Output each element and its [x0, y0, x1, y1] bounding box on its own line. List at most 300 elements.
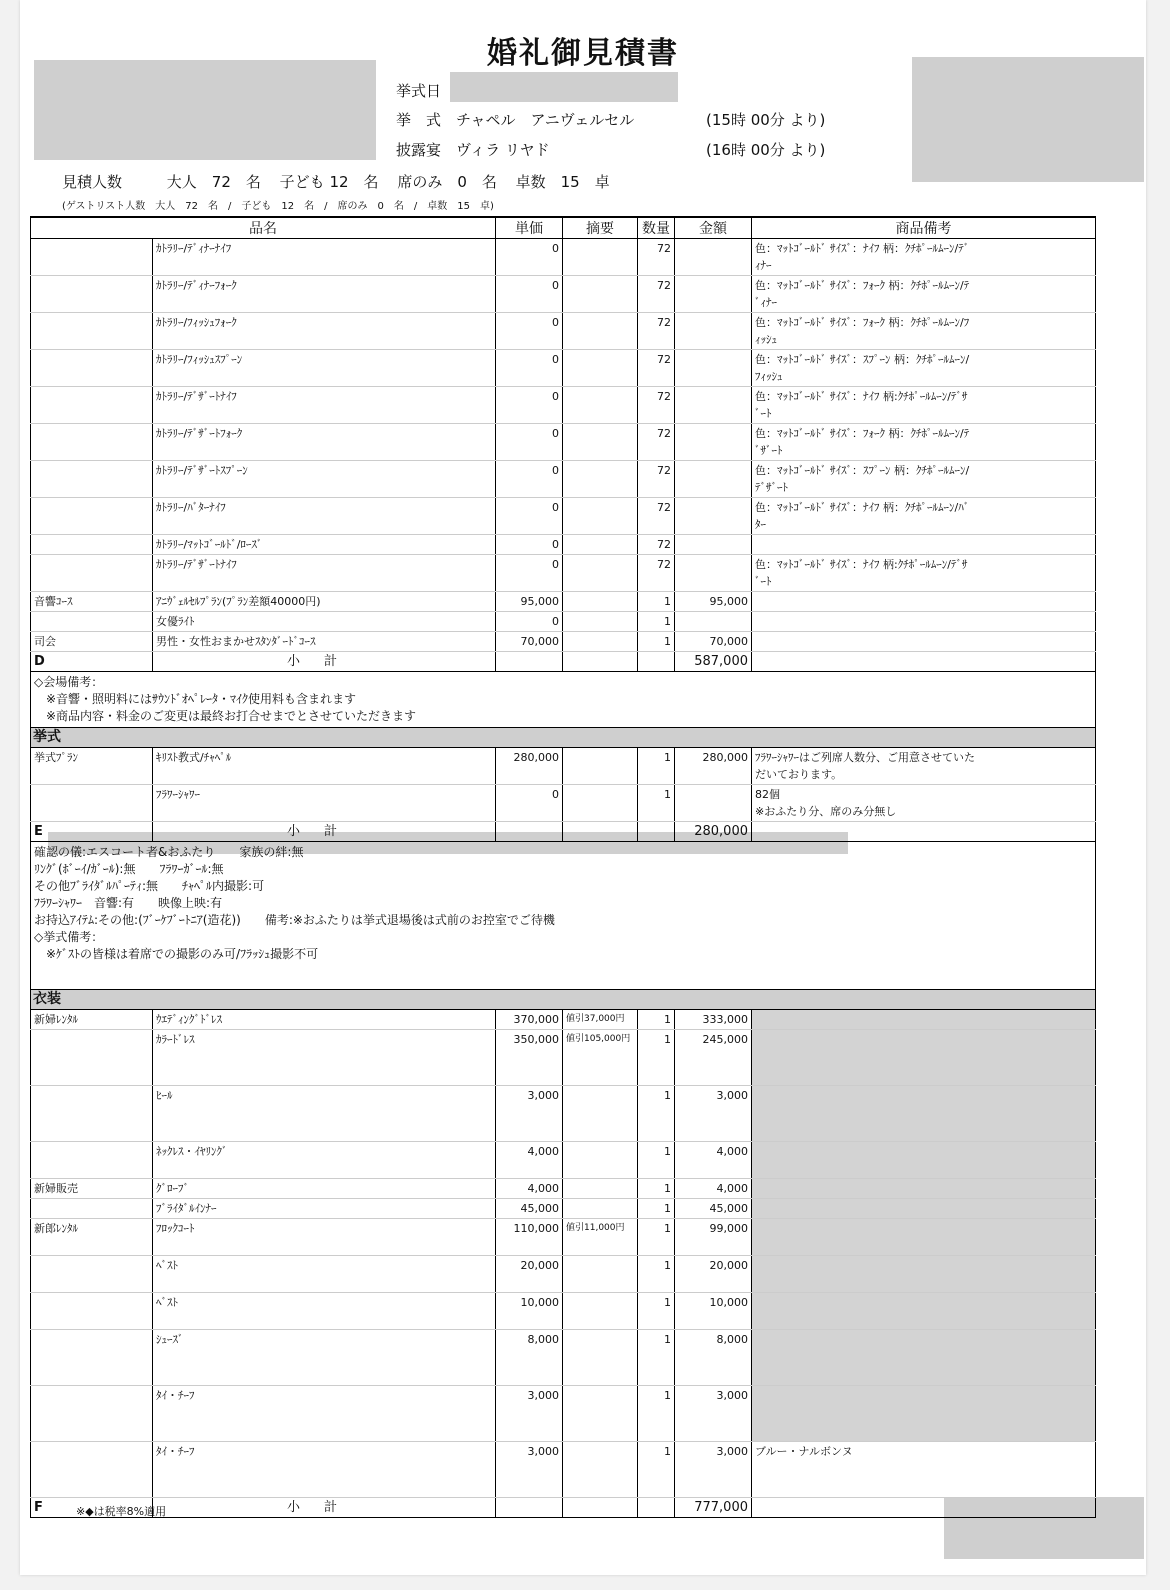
row-unit-price: 10,000: [496, 1293, 563, 1330]
row-amount: 3,000: [675, 1442, 752, 1498]
row-qty: 1: [638, 1179, 675, 1199]
subtotal-amount: 587,000: [675, 652, 752, 672]
row-qty: 1: [638, 1442, 675, 1498]
row-item-name: 男性・女性おまかせｽﾀﾝﾀﾞｰﾄﾞｺｰｽ: [153, 632, 496, 652]
table-row: [31, 461, 1096, 498]
row-remarks: [752, 785, 1096, 822]
row-qty: 72: [638, 535, 675, 555]
remarks-line: ブルー・ナルボンヌ: [755, 1445, 853, 1458]
row-discount: [563, 239, 638, 276]
document-title: 婚礼御見積書: [487, 36, 679, 71]
row-remarks: [752, 1293, 1096, 1330]
row-remarks: [752, 498, 1096, 535]
row-remarks: [752, 592, 1096, 612]
remarks-line: 色：ﾏｯﾄｺﾞｰﾙﾄﾞ ｻｲｽﾞ：ﾅｲﾌ 柄:ｸﾁﾎﾟｰﾙﾑｰﾝ/ﾃﾞｻ: [755, 558, 968, 571]
row-remarks: [752, 313, 1096, 350]
row-qty: 1: [638, 1219, 675, 1256]
remarks-line: 色：ﾏｯﾄｺﾞｰﾙﾄﾞ ｻｲｽﾞ：ﾌｫｰｸ 柄：ｸﾁﾎﾟｰﾙﾑｰﾝ/ﾃ: [755, 427, 970, 440]
row-qty: 1: [638, 1086, 675, 1142]
redacted-block: [912, 57, 1144, 182]
remarks-line: ※おふたり分、席のみ分無し: [755, 805, 897, 818]
note-line: ﾘﾝｸﾞ(ﾎﾞｰｲ/ｶﾞｰﾙ):無 ﾌﾗﾜｰｶﾞｰﾙ:無: [34, 862, 224, 876]
row-item-name: ﾌﾞﾗｲﾀﾞﾙｲﾝﾅｰ: [153, 1199, 496, 1219]
table-row: [31, 785, 1096, 822]
row-remarks: [752, 239, 1096, 276]
count-adult: 大人 72 名: [166, 173, 261, 191]
row-amount: 8,000: [675, 1330, 752, 1386]
row-category: 司会: [31, 632, 153, 652]
row-unit-price: 370,000: [496, 1010, 563, 1030]
row-item-name: ｶﾗｰﾄﾞﾚｽ: [153, 1030, 496, 1086]
subtotal-code: D: [31, 652, 153, 672]
row-unit-price: 0: [496, 350, 563, 387]
table-row: [31, 239, 1096, 276]
row-qty: 1: [638, 1030, 675, 1086]
row-unit-price: 280,000: [496, 748, 563, 785]
subtotal-empty: [563, 652, 638, 672]
remarks-line: 色：ﾏｯﾄｺﾞｰﾙﾄﾞ ｻｲｽﾞ：ﾅｲﾌ 柄：ｸﾁﾎﾟｰﾙﾑｰﾝ/ﾃﾞ: [755, 242, 970, 255]
row-discount: [563, 592, 638, 612]
subtotal-amount: 280,000: [675, 822, 752, 842]
row-amount: 4,000: [675, 1179, 752, 1199]
row-amount: 10,000: [675, 1293, 752, 1330]
row-discount: [563, 1330, 638, 1386]
table-row: [31, 1179, 1096, 1199]
row-qty: 1: [638, 592, 675, 612]
table-row: [31, 1086, 1096, 1142]
row-discount: [563, 612, 638, 632]
row-qty: 72: [638, 498, 675, 535]
row-amount: 333,000: [675, 1010, 752, 1030]
row-category: [31, 239, 153, 276]
row-item-name: ｶﾄﾗﾘｰ/ﾃﾞｻﾞｰﾄﾅｲﾌ: [153, 387, 496, 424]
table-row: [31, 1256, 1096, 1293]
table-row: [31, 498, 1096, 535]
row-remarks: [752, 748, 1096, 785]
subtotal-amount: 777,000: [675, 1498, 752, 1518]
row-category: [31, 1386, 153, 1442]
row-unit-price: 0: [496, 785, 563, 822]
row-amount: 95,000: [675, 592, 752, 612]
subtotal-empty: [563, 1498, 638, 1518]
row-qty: 72: [638, 239, 675, 276]
note-line: ※音響・照明料にはｻｳﾝﾄﾞｵﾍﾟﾚｰﾀ・ﾏｲｸ使用料も含まれます: [34, 692, 357, 706]
guest-count-summary: [62, 171, 624, 192]
row-qty: 72: [638, 276, 675, 313]
table-row: [31, 276, 1096, 313]
row-discount: [563, 1386, 638, 1442]
row-item-name: ｼｭｰｽﾞ: [153, 1330, 496, 1386]
remarks-line: ﾃﾞｻﾞｰﾄ: [755, 481, 788, 494]
count-tables: 卓数 15 卓: [515, 173, 610, 191]
notes-row: [31, 672, 1096, 728]
row-amount: [675, 555, 752, 592]
note-line: ◇挙式備考：: [34, 930, 104, 944]
row-category: 音響ｺｰｽ: [31, 592, 153, 612]
subtotal-label: 小計: [153, 822, 496, 842]
row-unit-price: 3,000: [496, 1386, 563, 1442]
ceremony-label: 挙 式: [396, 111, 442, 129]
row-item-name: ｶﾄﾗﾘｰ/ﾃﾞｨﾅｰﾅｲﾌ: [153, 239, 496, 276]
remarks-line: 色：ﾏｯﾄｺﾞｰﾙﾄﾞ ｻｲｽﾞ：ｽﾌﾟｰﾝ 柄：ｸﾁﾎﾟｰﾙﾑｰﾝ/: [755, 464, 970, 477]
row-qty: 1: [638, 612, 675, 632]
row-item-name: 女優ﾗｲﾄ: [153, 612, 496, 632]
row-qty: 1: [638, 1010, 675, 1030]
table-row: [31, 632, 1096, 652]
table-row: [31, 535, 1096, 555]
table-header-row: [31, 217, 1096, 239]
note-line: お持込ｱｲﾃﾑ:その他:(ﾌﾞｰｹﾌﾞｰﾄﾆｱ(造花)) 備考:※おふたりは挙式退場後は式前のお控室でご待機: [34, 913, 555, 927]
subtotal-code: F: [31, 1498, 153, 1518]
row-discount: [563, 461, 638, 498]
row-amount: 20,000: [675, 1256, 752, 1293]
row-qty: 72: [638, 313, 675, 350]
remarks-line: 色：ﾏｯﾄｺﾞｰﾙﾄﾞ ｻｲｽﾞ：ﾌｫｰｸ 柄：ｸﾁﾎﾟｰﾙﾑｰﾝ/ﾃ: [755, 279, 970, 292]
row-remarks: [752, 1442, 1096, 1498]
table-row: [31, 387, 1096, 424]
row-category: [31, 1030, 153, 1086]
tax-footnote: ※◆は税率8%適用: [76, 1505, 167, 1518]
row-item-name: ﾀｲ・ﾁｰﾌ: [153, 1442, 496, 1498]
row-qty: 72: [638, 387, 675, 424]
row-unit-price: 110,000: [496, 1219, 563, 1256]
col-remarks: 商品備考: [752, 217, 1096, 239]
notes-row: [31, 842, 1096, 990]
row-item-name: ｶﾄﾗﾘｰ/ﾃﾞｻﾞｰﾄﾌｫｰｸ: [153, 424, 496, 461]
row-amount: [675, 785, 752, 822]
notes-cell: [31, 842, 1096, 990]
subtotal-empty: [563, 822, 638, 842]
row-amount: [675, 276, 752, 313]
remarks-line: 82個: [755, 788, 780, 801]
row-amount: 3,000: [675, 1086, 752, 1142]
row-unit-price: 4,000: [496, 1179, 563, 1199]
subtotal-empty: [496, 652, 563, 672]
row-amount: 3,000: [675, 1386, 752, 1442]
row-item-name: ｶﾄﾗﾘｰ/ﾊﾞﾀｰﾅｲﾌ: [153, 498, 496, 535]
row-unit-price: 0: [496, 239, 563, 276]
table-row: [31, 612, 1096, 632]
redacted-block: [34, 60, 376, 160]
row-item-name: ｶﾄﾗﾘｰ/ﾃﾞｻﾞｰﾄﾅｲﾌ: [153, 555, 496, 592]
row-remarks: [752, 612, 1096, 632]
row-qty: 1: [638, 1256, 675, 1293]
remarks-line: ﾞｨﾅｰ: [755, 296, 777, 309]
note-line: ※商品内容・料金のご変更は最終お打合せまでとさせていただきます: [34, 709, 417, 723]
row-item-name: ｷﾘｽﾄ教式/ﾁｬﾍﾟﾙ: [153, 748, 496, 785]
row-unit-price: 0: [496, 535, 563, 555]
row-unit-price: 0: [496, 555, 563, 592]
table-row: [31, 1386, 1096, 1442]
row-remarks: [752, 276, 1096, 313]
col-amount: 金額: [675, 217, 752, 239]
row-category: [31, 1142, 153, 1179]
row-category: [31, 1256, 153, 1293]
row-qty: 72: [638, 555, 675, 592]
row-category: 新郎ﾚﾝﾀﾙ: [31, 1219, 153, 1256]
row-remarks: [752, 424, 1096, 461]
row-remarks: [752, 535, 1096, 555]
row-item-name: ｶﾄﾗﾘｰ/ﾃﾞｻﾞｰﾄｽﾌﾟｰﾝ: [153, 461, 496, 498]
row-remarks: [752, 1199, 1096, 1219]
row-amount: 245,000: [675, 1030, 752, 1086]
section-title: 衣装: [31, 990, 1096, 1010]
row-remarks: [752, 1386, 1096, 1442]
row-discount: 値引105,000円: [563, 1030, 638, 1086]
subtotal-row: [31, 652, 1096, 672]
remarks-line: ﾌﾗﾜｰｼｬﾜｰはご列席人数分、ご用意させていた: [755, 751, 975, 764]
note-line: ◇会場備考：: [34, 675, 104, 689]
row-unit-price: 0: [496, 498, 563, 535]
table-row: [31, 1330, 1096, 1386]
remarks-line: ｨｯｼｭ: [755, 333, 777, 346]
row-qty: 72: [638, 424, 675, 461]
row-unit-price: 3,000: [496, 1086, 563, 1142]
row-amount: [675, 387, 752, 424]
col-qty: 数量: [638, 217, 675, 239]
row-remarks: [752, 555, 1096, 592]
ceremony-time: (15時 00分 より): [706, 111, 826, 129]
col-unit-price: 単価: [496, 217, 563, 239]
row-qty: 1: [638, 632, 675, 652]
row-item-name: ﾋｰﾙ: [153, 1086, 496, 1142]
row-item-name: ｶﾄﾗﾘｰ/ﾌｨｯｼｭﾌｫｰｸ: [153, 313, 496, 350]
redacted-date: [450, 72, 678, 102]
row-category: [31, 424, 153, 461]
row-discount: [563, 632, 638, 652]
table-row: [31, 748, 1096, 785]
reception-time: (16時 00分 より): [706, 141, 826, 159]
reception-venue: ヴィラ リヤド: [456, 141, 550, 159]
row-unit-price: 0: [496, 461, 563, 498]
remarks-line: ﾞｻﾞｰﾄ: [755, 444, 783, 457]
row-amount: [675, 535, 752, 555]
subtotal-empty: [752, 1498, 1096, 1518]
row-amount: [675, 424, 752, 461]
row-discount: [563, 1442, 638, 1498]
subtotal-label: 小計: [153, 652, 496, 672]
row-item-name: ｶﾄﾗﾘｰ/ﾃﾞｨﾅｰﾌｫｰｸ: [153, 276, 496, 313]
row-unit-price: 20,000: [496, 1256, 563, 1293]
subtotal-code: E: [31, 822, 153, 842]
remarks-line: 色：ﾏｯﾄｺﾞｰﾙﾄﾞ ｻｲｽﾞ：ﾅｲﾌ 柄:ｸﾁﾎﾟｰﾙﾑｰﾝ/ﾃﾞｻ: [755, 390, 968, 403]
count-seat-only: 席のみ 0 名: [397, 173, 497, 191]
row-discount: [563, 555, 638, 592]
row-category: 新婦ﾚﾝﾀﾙ: [31, 1010, 153, 1030]
row-category: [31, 313, 153, 350]
table-row: [31, 1219, 1096, 1256]
row-remarks: [752, 1179, 1096, 1199]
row-remarks: [752, 1256, 1096, 1293]
row-item-name: ﾀｲ・ﾁｰﾌ: [153, 1386, 496, 1442]
section-header-row: [31, 990, 1096, 1010]
count-label: 見積人数: [62, 173, 123, 191]
row-remarks: [752, 461, 1096, 498]
table-row: [31, 1010, 1096, 1030]
row-discount: [563, 1142, 638, 1179]
row-qty: 1: [638, 1330, 675, 1386]
col-item: 品名: [31, 217, 496, 239]
reception-label: 披露宴: [396, 141, 442, 159]
row-qty: 1: [638, 748, 675, 785]
row-category: 挙式ﾌﾟﾗﾝ: [31, 748, 153, 785]
row-item-name: ﾍﾞｽﾄ: [153, 1293, 496, 1330]
row-amount: [675, 498, 752, 535]
row-category: [31, 498, 153, 535]
row-discount: [563, 1199, 638, 1219]
row-amount: [675, 612, 752, 632]
row-category: 新婦販売: [31, 1179, 153, 1199]
row-remarks: [752, 1030, 1096, 1086]
row-discount: [563, 424, 638, 461]
row-item-name: ﾍﾞｽﾄ: [153, 1256, 496, 1293]
row-amount: [675, 350, 752, 387]
subtotal-empty: [752, 822, 1096, 842]
row-amount: 70,000: [675, 632, 752, 652]
remarks-line: ﾞｰﾄ: [755, 575, 772, 588]
row-item-name: ｱﾆｳﾞｪﾙｾﾙﾌﾟﾗﾝ(ﾌﾟﾗﾝ差額40000円): [153, 592, 496, 612]
row-item-name: ﾌﾗﾜｰｼｬﾜｰ: [153, 785, 496, 822]
row-amount: [675, 313, 752, 350]
section-title: 挙式: [31, 728, 1096, 748]
row-discount: [563, 1293, 638, 1330]
row-discount: [563, 1179, 638, 1199]
row-qty: 1: [638, 1293, 675, 1330]
row-discount: 値引37,000円: [563, 1010, 638, 1030]
row-discount: [563, 313, 638, 350]
row-unit-price: 0: [496, 612, 563, 632]
table-row: [31, 350, 1096, 387]
table-row: [31, 1199, 1096, 1219]
row-remarks: [752, 1142, 1096, 1179]
row-amount: [675, 239, 752, 276]
row-discount: [563, 276, 638, 313]
row-item-name: ｶﾄﾗﾘｰ/ﾌｨｯｼｭｽﾌﾟｰﾝ: [153, 350, 496, 387]
table-row: [31, 1142, 1096, 1179]
row-item-name: ｸﾞﾛｰﾌﾞ: [153, 1179, 496, 1199]
row-category: [31, 612, 153, 632]
ceremony-date-label: 挙式日: [396, 82, 442, 100]
table-row: [31, 592, 1096, 612]
subtotal-row: [31, 822, 1096, 842]
row-unit-price: 0: [496, 387, 563, 424]
row-category: [31, 276, 153, 313]
row-unit-price: 70,000: [496, 632, 563, 652]
row-item-name: ｳｴﾃﾞｨﾝｸﾞﾄﾞﾚｽ: [153, 1010, 496, 1030]
subtotal-empty: [638, 1498, 675, 1518]
table-row: [31, 555, 1096, 592]
row-category: [31, 1442, 153, 1498]
subtotal-empty: [638, 652, 675, 672]
table-row: [31, 1030, 1096, 1086]
row-amount: 99,000: [675, 1219, 752, 1256]
row-item-name: ﾌﾛｯｸｺｰﾄ: [153, 1219, 496, 1256]
section-header-row: [31, 728, 1096, 748]
subtotal-empty: [752, 652, 1096, 672]
row-category: [31, 387, 153, 424]
row-discount: [563, 785, 638, 822]
note-line: ﾌﾗﾜｰｼｬﾜｰ 音響:有 映像上映:有: [34, 896, 223, 910]
subtotal-row: [31, 1498, 1096, 1518]
subtotal-empty: [638, 822, 675, 842]
remarks-line: ｨﾅｰ: [755, 259, 772, 272]
remarks-line: ﾌｨｯｼｭ: [755, 370, 783, 383]
row-remarks: [752, 1086, 1096, 1142]
row-remarks: [752, 632, 1096, 652]
row-qty: 72: [638, 461, 675, 498]
remarks-line: 色：ﾏｯﾄｺﾞｰﾙﾄﾞ ｻｲｽﾞ：ｽﾌﾟｰﾝ 柄：ｸﾁﾎﾟｰﾙﾑｰﾝ/: [755, 353, 970, 366]
count-child: 子ども 12 名: [279, 173, 379, 191]
row-category: [31, 350, 153, 387]
row-discount: [563, 387, 638, 424]
row-remarks: [752, 1219, 1096, 1256]
row-discount: 値引11,000円: [563, 1219, 638, 1256]
row-unit-price: 0: [496, 313, 563, 350]
row-category: [31, 1330, 153, 1386]
table-row: [31, 313, 1096, 350]
row-qty: 1: [638, 785, 675, 822]
note-line: その他ﾌﾞﾗｲﾀﾞﾙﾊﾟｰﾃｨ:無 ﾁｬﾍﾟﾙ内撮影:可: [34, 879, 265, 893]
guest-list-counts: (ゲストリスト人数 大人 72 名 / 子ども 12 名 / 席のみ 0 名 / 卓数 15 卓): [62, 201, 494, 212]
row-discount: [563, 498, 638, 535]
row-item-name: ﾈｯｸﾚｽ・ｲﾔﾘﾝｸﾞ: [153, 1142, 496, 1179]
row-category: [31, 785, 153, 822]
row-category: [31, 535, 153, 555]
subtotal-empty: [496, 1498, 563, 1518]
row-unit-price: 95,000: [496, 592, 563, 612]
row-unit-price: 0: [496, 276, 563, 313]
table-row: [31, 1293, 1096, 1330]
ceremony-venue: チャペル アニヴェルセル: [456, 111, 635, 129]
row-discount: [563, 350, 638, 387]
row-qty: 1: [638, 1142, 675, 1179]
table-row: [31, 1442, 1096, 1498]
row-qty: 1: [638, 1199, 675, 1219]
row-qty: 72: [638, 350, 675, 387]
subtotal-empty: [496, 822, 563, 842]
remarks-line: だいております。: [755, 768, 843, 781]
row-category: [31, 1199, 153, 1219]
estimate-table: [30, 216, 1096, 1518]
row-amount: 45,000: [675, 1199, 752, 1219]
row-unit-price: 3,000: [496, 1442, 563, 1498]
remarks-line: 色：ﾏｯﾄｺﾞｰﾙﾄﾞ ｻｲｽﾞ：ﾌｫｰｸ 柄：ｸﾁﾎﾟｰﾙﾑｰﾝ/ﾌ: [755, 316, 970, 329]
row-discount: [563, 535, 638, 555]
row-remarks: [752, 1330, 1096, 1386]
row-unit-price: 350,000: [496, 1030, 563, 1086]
subtotal-label: 小計: [153, 1498, 496, 1518]
notes-cell: [31, 672, 1096, 728]
row-amount: [675, 461, 752, 498]
row-remarks: [752, 350, 1096, 387]
row-remarks: [752, 387, 1096, 424]
row-category: [31, 555, 153, 592]
row-unit-price: 0: [496, 424, 563, 461]
row-discount: [563, 748, 638, 785]
row-amount: 280,000: [675, 748, 752, 785]
row-discount: [563, 1086, 638, 1142]
row-category: [31, 1293, 153, 1330]
note-line: 確認の儀:エスコート者&おふたり 家族の絆:無: [34, 845, 304, 859]
row-unit-price: 8,000: [496, 1330, 563, 1386]
note-line: ※ｹﾞｽﾄの皆様は着席での撮影のみ可/ﾌﾗｯｼｭ撮影不可: [34, 947, 319, 961]
table-row: [31, 424, 1096, 461]
remarks-line: 色：ﾏｯﾄｺﾞｰﾙﾄﾞ ｻｲｽﾞ：ﾅｲﾌ 柄：ｸﾁﾎﾟｰﾙﾑｰﾝ/ﾊﾞ: [755, 501, 970, 514]
row-qty: 1: [638, 1386, 675, 1442]
row-category: [31, 1086, 153, 1142]
remarks-line: ﾞｰﾄ: [755, 407, 772, 420]
row-unit-price: 4,000: [496, 1142, 563, 1179]
